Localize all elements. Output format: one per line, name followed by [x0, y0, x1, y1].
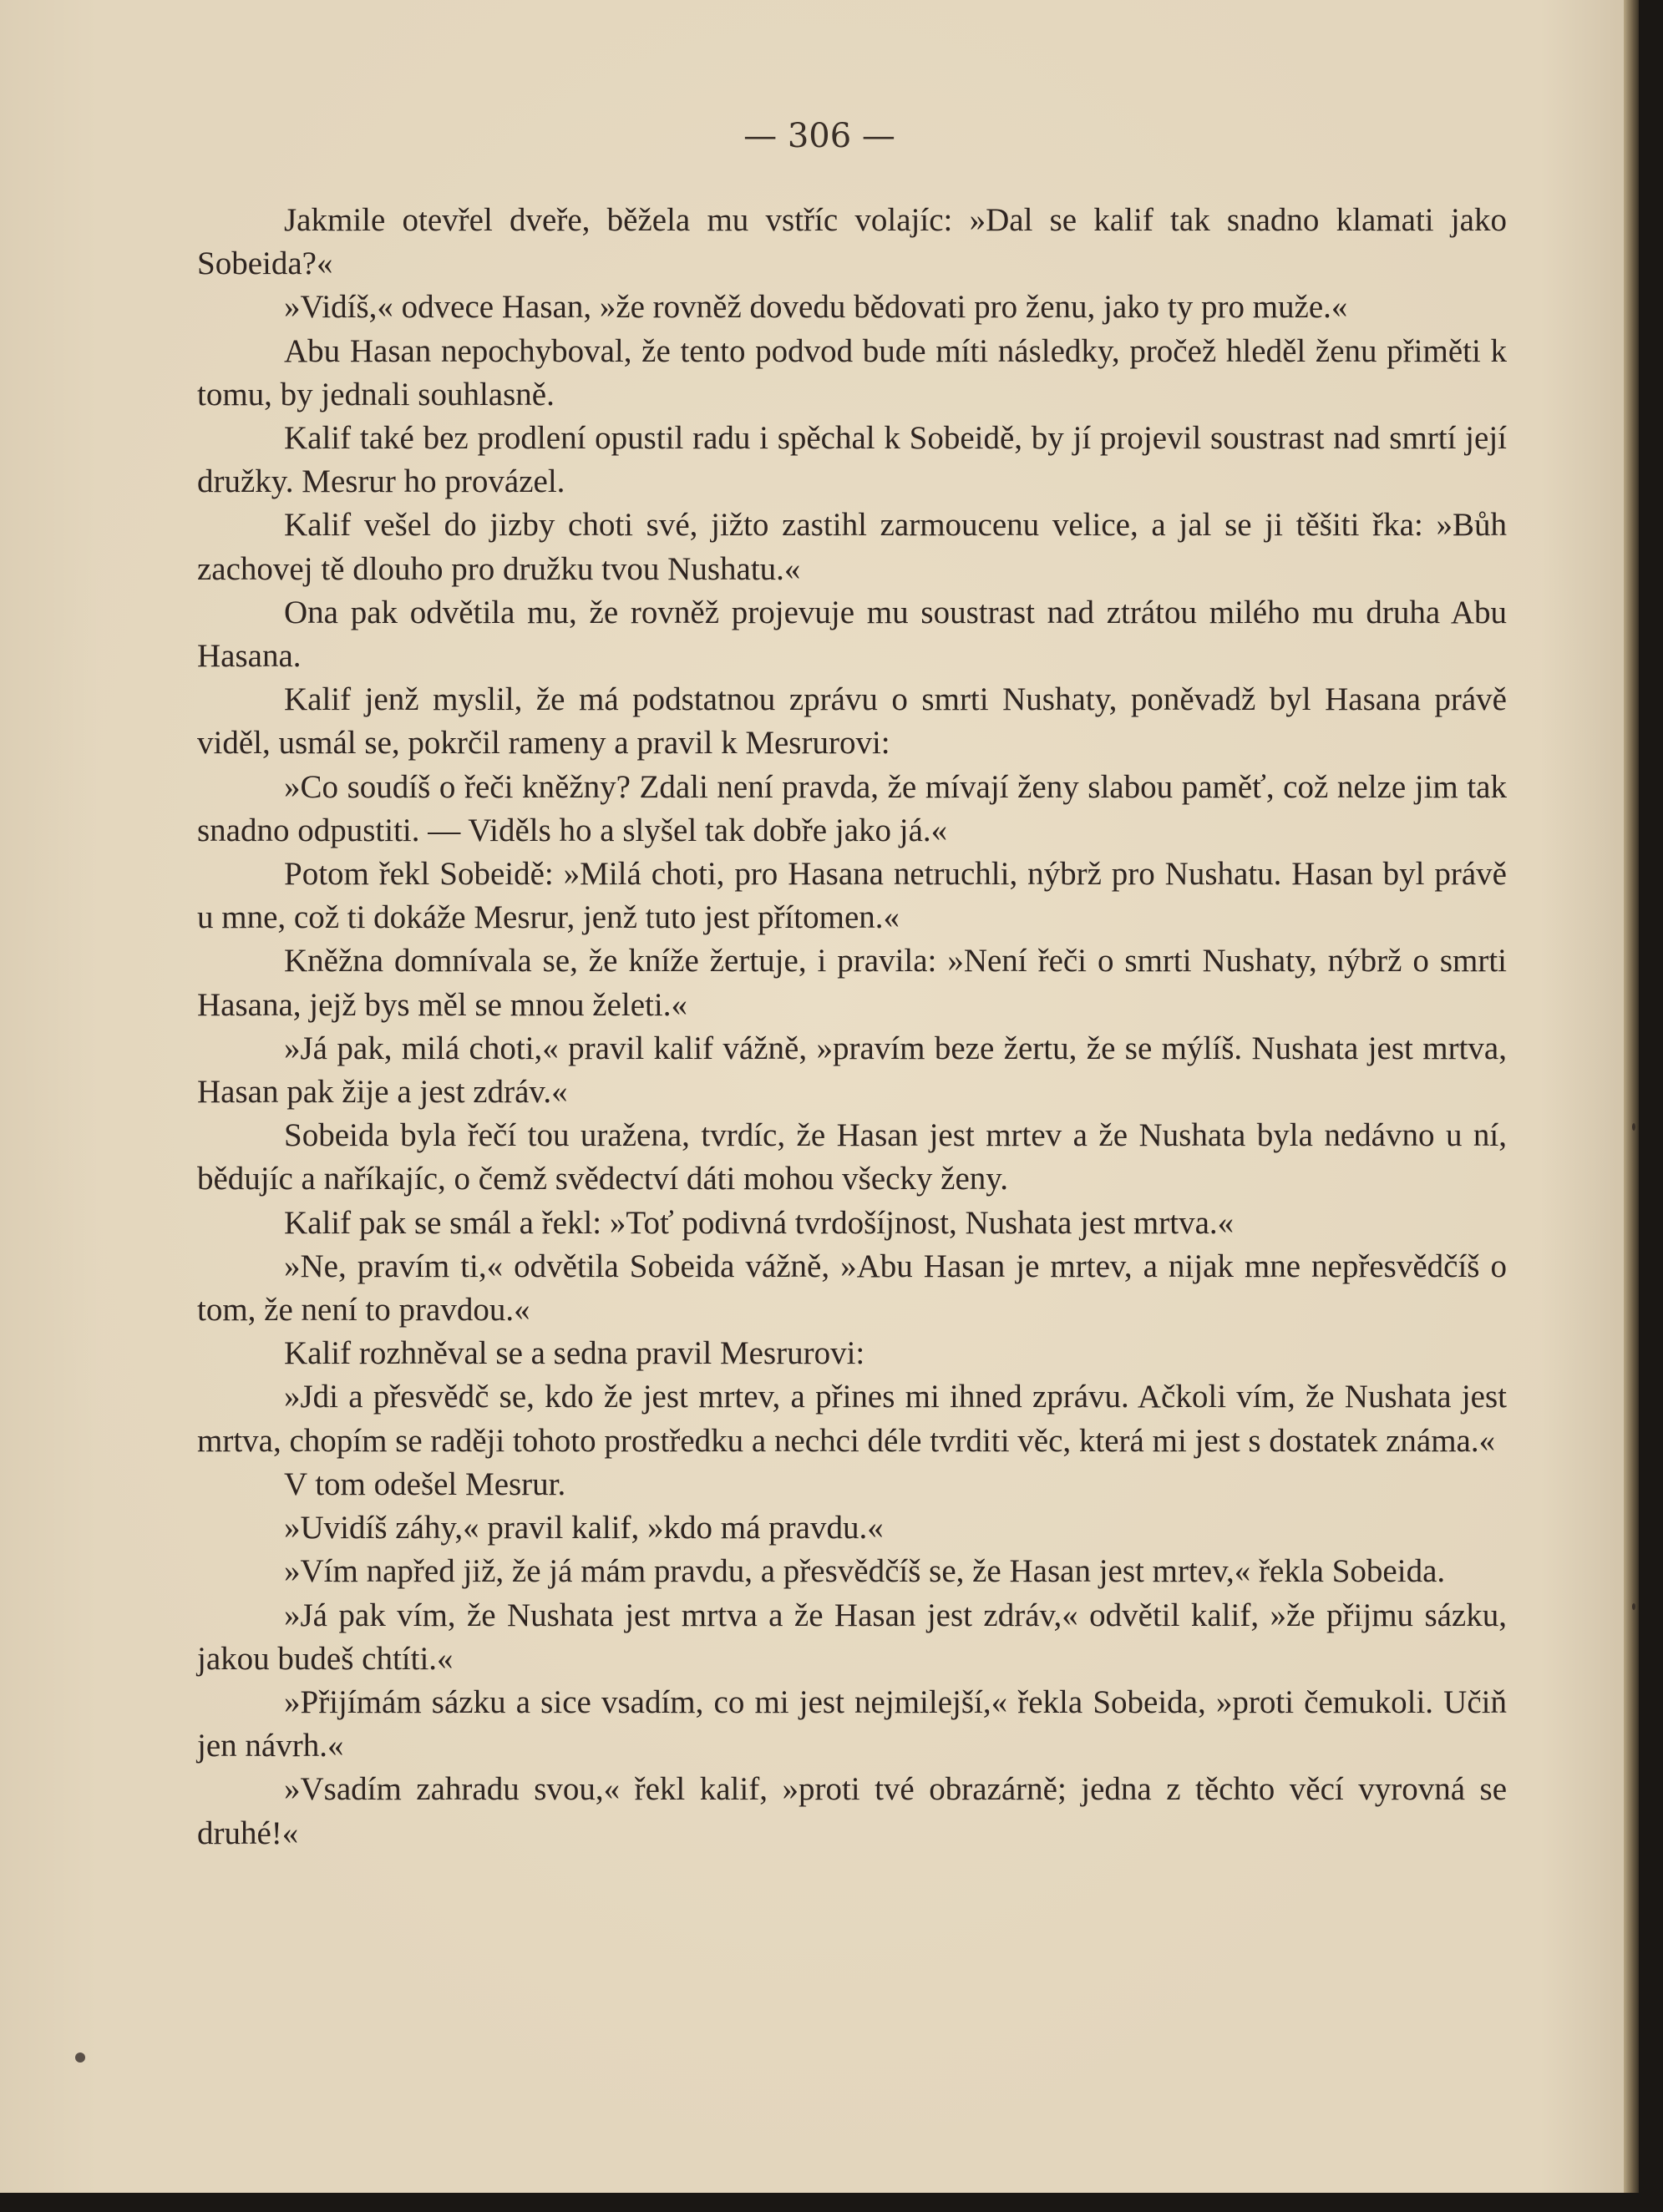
paragraph: Ona pak odvětila mu, že rovněž projevuje mu soustrast nad ztrátou milého mu druha Abu Hasana. [197, 594, 1507, 675]
page-number: — 306 — [743, 117, 895, 155]
paragraph: Kalif také bez prodlení opustil radu i spěchal k Sobeidě, by jí projevil soustrast nad smrtí její družky. Mesrur ho provázel. [197, 420, 1507, 500]
paragraph: »Jdi a přesvědč se, kdo že jest mrtev, a přines mi ihned zprávu. Ačkoli vím, že Nushata jest mrtva, chopím se raději tohoto prostředku a nechci déle tvrditi věc, která mi jest s dostatek známa.« [197, 1379, 1507, 1459]
paragraph: Jakmile otevřel dveře, běžela mu vstříc volajíc: »Dal se kalif tak snadno klamati jako Sobeida?« [197, 202, 1507, 282]
paragraph: »Co soudíš o řeči kněžny? Zdali není pravda, že mívají ženy slabou paměť, což nelze jim tak snadno odpustiti. — Viděls ho a slyšel tak dobře jako já.« [197, 768, 1507, 848]
paragraph: »Vidíš,« odvece Hasan, »že rovněž dovedu bědovati pro ženu, jako ty pro muže.« [284, 289, 1348, 326]
page-body-text [197, 199, 1507, 1855]
paragraph: »Já pak, milá choti,« pravil kalif vážně, »pravím beze žertu, že se mýlíš. Nushata jest mrtva, Hasan pak žije a jest zdráv.« [197, 1030, 1507, 1111]
paragraph: Kalif vešel do jizby choti své, jižto zastihl zarmoucenu velice, a jal se ji těšiti řka: »Bůh zachovej tě dlouho pro družku tvou Nushatu.« [197, 507, 1507, 587]
paragraph: »Uvidíš záhy,« pravil kalif, »kdo má pravdu.« [284, 1510, 884, 1546]
paragraph: V tom odešel Mesrur. [284, 1465, 566, 1502]
paragraph: »Já pak vím, že Nushata jest mrtva a že Hasan jest zdráv,« odvětil kalif, »že přijmu sázku, jakou budeš chtíti.« [197, 1597, 1507, 1677]
page-edge-shadow [1624, 0, 1639, 2193]
paragraph: Kalif jenž myslil, že má podstatnou zprávu o smrti Nushaty, poněvadž byl Hasana právě viděl, usmál se, pokrčil rameny a pravil k Mesrurovi: [197, 681, 1507, 762]
paragraph: Kalif pak se smál a řekl: »Toť podivná tvrdošíjnost, Nushata jest mrtva.« [284, 1204, 1235, 1241]
paragraph: »Vsadím zahradu svou,« řekl kalif, »proti tvé obrazárně; jedna z těchto věcí vyrovná se druhé!« [197, 1771, 1507, 1851]
paragraph: Sobeida byla řečí tou uražena, tvrdíc, že Hasan jest mrtev a že Nushata byla nedávno u ní, bědujíc a naříkajíc, o čemž svědectví dáti mohou všecky ženy. [197, 1117, 1507, 1197]
ink-speck [1632, 1603, 1635, 1610]
paragraph: »Vím napřed již, že já mám pravdu, a přesvědčíš se, že Hasan jest mrtev,« řekla Sobeida. [284, 1553, 1446, 1590]
paragraph: Kalif rozhněval se a sedna pravil Mesrurovi: [284, 1335, 865, 1372]
ink-speck [1632, 1123, 1635, 1131]
ink-speck [75, 2053, 85, 2063]
paragraph: »Ne, pravím ti,« odvětila Sobeida vážně, »Abu Hasan je mrtev, a nijak mne nepřesvědčíš o tom, že není to pravdou.« [197, 1248, 1507, 1329]
paragraph: Kněžna domnívala se, že kníže žertuje, i pravila: »Není řeči o smrti Nushaty, nýbrž o smrti Hasana, jejž bys měl se mnou želeti.« [197, 943, 1507, 1023]
paragraph: Abu Hasan nepochyboval, že tento podvod bude míti následky, pročež hleděl ženu přiměti k tomu, by jednali souhlasně. [197, 332, 1507, 413]
paragraph: »Přijímám sázku a sice vsadím, co mi jest nejmilejší,« řekla Sobeida, »proti čemukoli. Učiň jen návrh.« [197, 1683, 1507, 1764]
paragraph: Potom řekl Sobeidě: »Milá choti, pro Hasana netruchli, nýbrž pro Nushatu. Hasan byl právě u mne, což ti dokáže Mesrur, jenž tuto jest přítomen.« [197, 856, 1507, 936]
